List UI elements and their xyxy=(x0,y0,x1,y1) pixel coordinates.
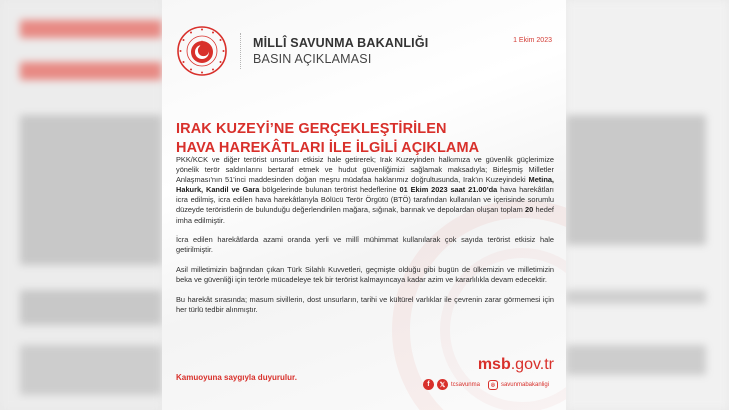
blurred-text-block xyxy=(566,115,706,245)
paragraph-2: İcra edilen harekâtlarda azami oranda yerli ve millî mühimmat kullanılarak çok sayıda terörist etkisiz hale getirilmiştir. xyxy=(176,235,554,255)
blurred-background-right xyxy=(566,0,729,410)
msb-emblem-icon xyxy=(176,25,228,77)
blurred-title-bar xyxy=(20,62,162,80)
paragraph-1 xyxy=(176,155,554,226)
title-line-1: IRAK KUZEYİ’NE GERÇEKLEŞTİRİLEN xyxy=(176,121,447,137)
document-type: BASIN AÇIKLAMASI xyxy=(253,52,372,66)
press-release-document xyxy=(162,0,566,410)
blurred-text-block xyxy=(20,345,162,395)
instagram-icon[interactable]: ◎ xyxy=(488,380,498,390)
website-bold: msb xyxy=(477,356,511,373)
social-links xyxy=(423,379,554,390)
bold-datetime: 01 Ekim 2023 saat 21.00’da xyxy=(399,185,498,195)
blurred-background-left xyxy=(0,0,162,410)
closing-line: Kamuoyuna saygıyla duyurulur. xyxy=(176,373,297,382)
website-domain: .gov.tr xyxy=(510,356,554,373)
header-divider xyxy=(240,33,241,69)
blurred-text-block xyxy=(566,290,706,304)
paragraph-4: Bu harekât sırasında; masum sivillerin, dost unsurların, tarihi ve kültürel varlıklar ile çevrenin zarar görmemesi için her türlü tedbir alınmıştır. xyxy=(176,294,554,314)
text-span: hava harekâtları icra edilmiş, icra edilen hava harekâtlarıyla Bölücü Terör Örgütü (BTÖ) tarafından kullanılan ve içerisinde sorumlu düzeyde teröristlerin de bulunduğu değerlendirilen mağara, sığınak, barınak ve depolardan oluşan toplam xyxy=(176,185,554,215)
organization-name: MİLLÎ SAVUNMA BAKANLIĞI xyxy=(253,36,429,50)
release-date: 1 Ekim 2023 xyxy=(513,37,552,44)
instagram-handle[interactable]: savunmabakanligi xyxy=(500,381,549,388)
bold-count: 20 xyxy=(525,205,534,215)
text-span: bölgelerinde bulunan terörist hedeflerine xyxy=(259,185,400,195)
blurred-title-bar xyxy=(20,20,162,38)
x-handle[interactable]: tcsavunma xyxy=(450,381,480,388)
x-icon[interactable]: 𝕏 xyxy=(437,379,448,390)
page-title xyxy=(176,120,556,158)
blurred-text-block xyxy=(566,345,706,375)
statement-body xyxy=(176,155,554,325)
facebook-icon[interactable]: f xyxy=(423,379,434,390)
blurred-text-block xyxy=(20,290,162,325)
blurred-text-block xyxy=(20,115,162,265)
title-line-2: HAVA HAREKÂTLARI İLE İLGİLİ AÇIKLAMA xyxy=(176,140,480,156)
text-span: hedef imha edilmiştir. xyxy=(176,205,554,225)
website-link[interactable] xyxy=(478,356,554,374)
bold-regions: Metina, Hakurk, Kandil ve Gara xyxy=(176,175,554,195)
paragraph-3: Asil milletimizin bağrından çıkan Türk Silahlı Kuvvetleri, geçmişte olduğu gibi bugün de ülkemizin ve milletimizin beka ve güvenliği için terörle mücadeleye tek bir terörist kalmayıncaya kadar azim ve kararlılıkla devam edecektir. xyxy=(176,265,554,285)
text-span: PKK/KCK ve diğer terörist unsurları etkisiz hale getirerek; Irak Kuzeyinden halkımıza ve güvenlik güçlerimize yönelik terör saldırılarını bertaraf etmek ve hudut güvenliğimizi sağlamak maksadıyla; Birleşmiş Milletler Anlaşması'nın 51'inci maddesinden doğan meşru müdafaa haklarımız doğrultusunda, Irak'ın Kuzeyindeki xyxy=(176,155,554,185)
